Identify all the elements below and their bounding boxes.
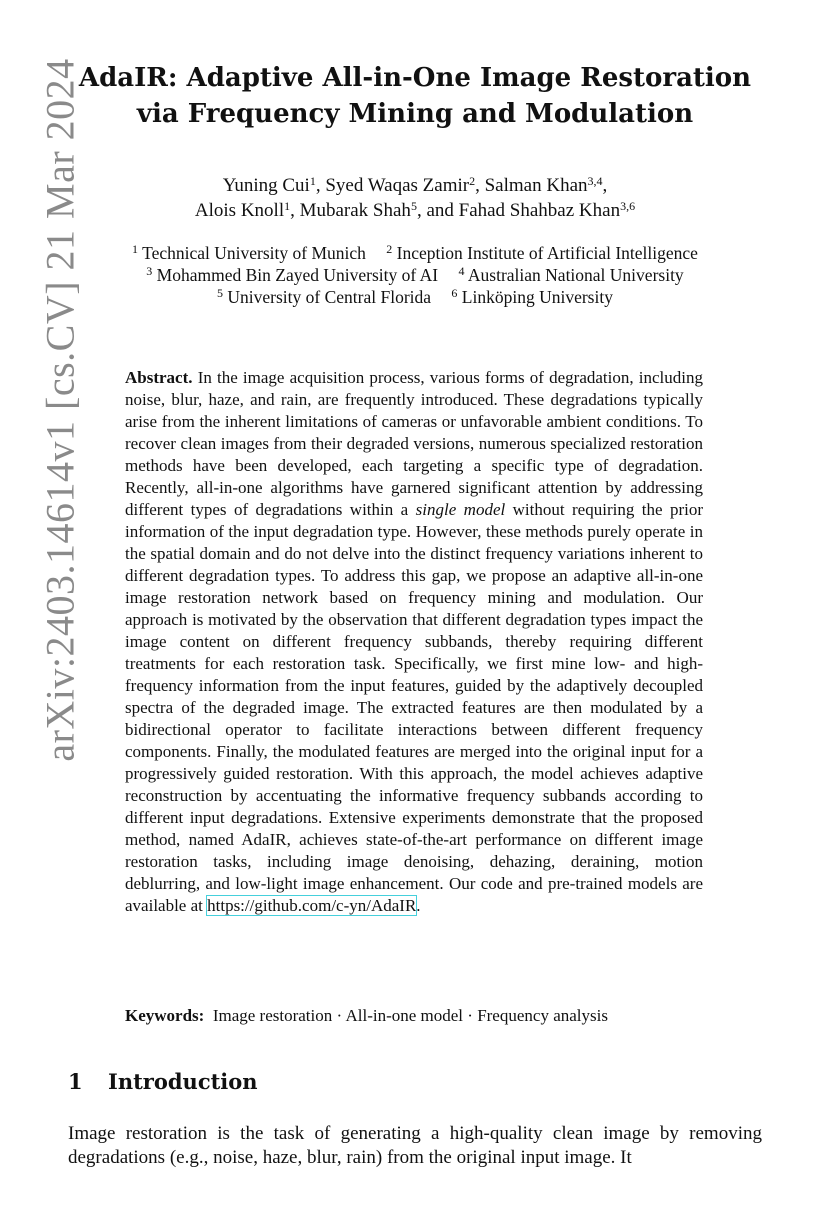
author-separator: , and [416, 200, 459, 221]
author-name: Alois Knoll [194, 200, 285, 221]
author-affil-mark: 1 [284, 199, 291, 213]
affiliation-line-1 [60, 242, 770, 264]
author-affil-mark: 3,6 [620, 199, 636, 213]
author-line-1 [80, 173, 750, 198]
abstract-text-continued: without requiring the prior information of the input degradation type. However, these methods purely operate in the spatial domain and do not delve into the distinct frequency variations inherent to different degradation types. To address this gap, we propose an adaptive all-in-one image restoration network based on frequency mining and modulation. Our approach is motivated by the observation that different degradation types impact the image content on different frequency subbands, thereby requiring different treatments for each restoration task. Specifically, we first mine low- and high-frequency information from the input features, guided by the adaptively decoupled spectra of the degraded image. The extracted features are then modulated by a bidirectional operator to facilitate interactions between different frequency components. Finally, the modulated features are merged into the original input for a progressively guided restoration. With this approach, the model achieves adaptive reconstruction by accentuating the informative frequency subbands according to different input degradations. Extensive experiments demonstrate that the proposed method, named AdaIR, achieves state-of-the-art performance on different image restoration tasks, including image denoising, dehazing, deraining, motion deblurring, and low-light image enhancement. Our code and pre-trained models are available at [125, 500, 703, 915]
abstract-text: In the image acquisition process, various forms of degradation, including noise, blur, haze, and rain, are frequently introduced. These degradations typically arise from the inherent limitations of cameras or unfavorable ambient conditions. To recover clean images from their degraded versions, numerous specialized restoration methods have been developed, each targeting a specific type of degradation. Recently, all-in-one algorithms have garnered significant attention by addressing different types of degradations within a [125, 368, 703, 519]
author-separator: , [602, 175, 608, 196]
author-separator: , [475, 175, 485, 196]
affiliation: $^5$ University of Central Florida [217, 286, 432, 307]
affiliation-list [60, 242, 770, 308]
author-affil-mark: 1 [309, 174, 316, 188]
keywords-text: Image restoration · All-in-one model · Frequency analysis [212, 1006, 608, 1025]
abstract-label: Abstract. [125, 368, 193, 387]
affiliation-line-3 [60, 286, 770, 308]
keywords-label: Keywords: [125, 1006, 205, 1025]
title-line-2: via Frequency Mining and Modulation [136, 99, 694, 129]
affiliation-line-2 [60, 264, 770, 286]
author-name: Yuning Cui [222, 175, 310, 196]
author-name: Fahad Shahbaz Khan [458, 200, 621, 221]
abstract [125, 367, 703, 917]
author-list [80, 173, 750, 223]
intro-paragraph: Image restoration is the task of generating a high-quality clean image by removing degradations (e.g., noise, haze, blur, rain) from the original input image. It [68, 1123, 762, 1168]
author-affil-mark: 5 [410, 199, 417, 213]
author-name: Salman Khan [484, 175, 588, 196]
arxiv-identifier: arXiv:2403.14614v1 [cs.CV] 21 Mar 2024 [37, 58, 83, 762]
code-repository-link[interactable]: https://github.com/c-yn/AdaIR [207, 896, 417, 915]
affiliation: $^4$ Australian National University [458, 264, 684, 285]
abstract-emphasis: single model [415, 500, 506, 519]
author-separator: , [315, 175, 326, 196]
author-affil-mark: 3,4 [587, 174, 603, 188]
title-line-1: AdaIR: Adaptive All-in-One Image Restoration [78, 63, 752, 93]
affiliation: $^3$ Mohammed Bin Zayed University of AI [146, 264, 439, 285]
author-separator: , [290, 200, 300, 221]
section-number: 1 [68, 1069, 83, 1094]
author-affil-mark: 2 [469, 174, 476, 188]
author-name: Syed Waqas Zamir [325, 175, 470, 196]
section-heading [68, 1068, 258, 1096]
abstract-end: . [416, 896, 421, 915]
affiliation: $^6$ Linköping University [451, 286, 613, 307]
affiliation: $^2$ Inception Institute of Artificial Intelligence [386, 242, 698, 263]
author-line-2 [80, 198, 750, 223]
affiliation: $^1$ Technical University of Munich [132, 242, 366, 263]
keywords [125, 1005, 725, 1027]
paper-title [60, 60, 770, 132]
section-title: Introduction [108, 1069, 258, 1094]
author-name: Mubarak Shah [299, 200, 411, 221]
